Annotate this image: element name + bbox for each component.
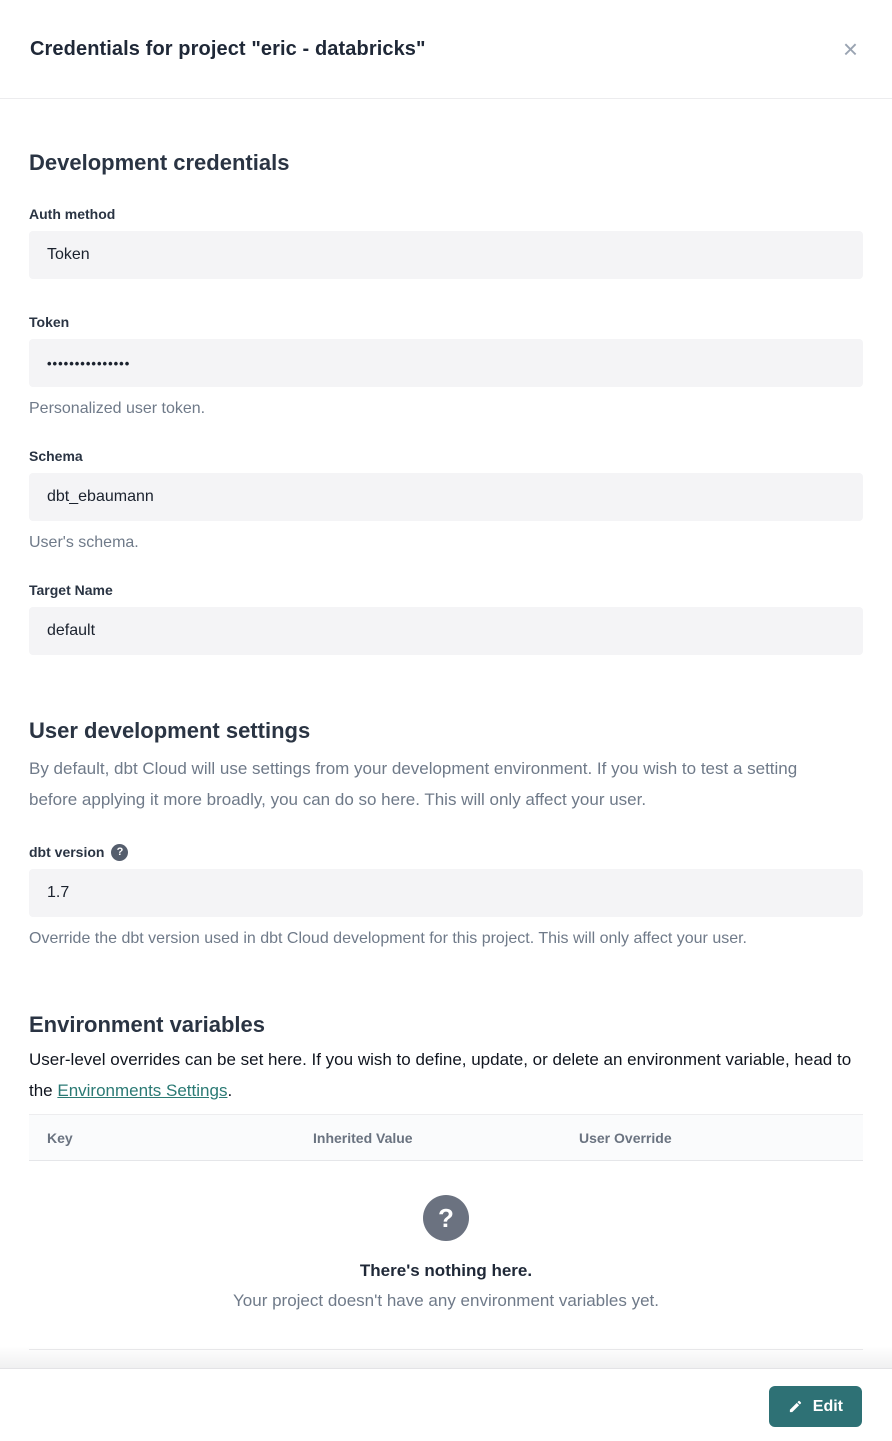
env-description-text: User-level overrides can be set here. If you wish to define, update, or delete an environment variable, head to the [29, 1050, 852, 1100]
auth-method-input[interactable] [29, 231, 863, 279]
token-label: Token [29, 314, 70, 330]
dev-credentials-heading: Development credentials [29, 150, 290, 175]
auth-method-label: Auth method [29, 206, 116, 222]
content-bottom-divider [29, 1349, 863, 1350]
target-name-input[interactable] [29, 607, 863, 655]
column-header-user-override: User Override [579, 1129, 672, 1146]
column-header-inherited-value: Inherited Value [313, 1129, 413, 1146]
dbt-version-input[interactable] [29, 869, 863, 917]
schema-helper-text: User's schema. [29, 534, 139, 551]
dbt-version-label: dbt version [29, 844, 105, 860]
environment-variables-heading: Environment variables [29, 1012, 265, 1037]
empty-state-subtitle: Your project doesn't have any environment variables yet. [233, 1291, 659, 1310]
token-input[interactable] [29, 339, 863, 387]
env-description-period: . [227, 1081, 233, 1100]
modal-body [0, 149, 892, 1350]
edit-button-label: Edit [812, 1397, 843, 1415]
user-dev-settings-description: By default, dbt Cloud will use settings from your development environment. If you wish to test a setting before applying it more broadly, you can do so here. This will only affect your user. [29, 759, 798, 809]
environment-variables-description [29, 1044, 859, 1106]
question-mark-help-icon[interactable]: ? [111, 844, 128, 861]
dbt-version-label-row [29, 843, 863, 861]
token-helper-text: Personalized user token. [29, 400, 206, 417]
dbt-version-helper-text: Override the dbt version used in dbt Cloud development for this project. This will only affect your user. [29, 930, 747, 947]
env-variables-table-header [29, 1114, 863, 1161]
modal-footer [0, 1368, 892, 1441]
environments-settings-link[interactable]: Environments Settings [57, 1081, 228, 1100]
page-title: Credentials for project "eric - databricks" [30, 37, 426, 60]
modal-header [0, 0, 892, 99]
env-variables-empty-state [29, 1161, 863, 1311]
empty-state-title: There's nothing here. [359, 1261, 533, 1280]
schema-label: Schema [29, 448, 83, 464]
column-header-key: Key [47, 1129, 73, 1146]
edit-button[interactable] [769, 1386, 862, 1427]
user-dev-settings-heading: User development settings [29, 718, 311, 743]
close-icon[interactable]: × [839, 34, 862, 64]
pencil-icon [788, 1399, 803, 1414]
question-mark-circle-icon: ? [423, 1195, 469, 1241]
target-name-label: Target Name [29, 582, 113, 598]
schema-input[interactable] [29, 473, 863, 521]
